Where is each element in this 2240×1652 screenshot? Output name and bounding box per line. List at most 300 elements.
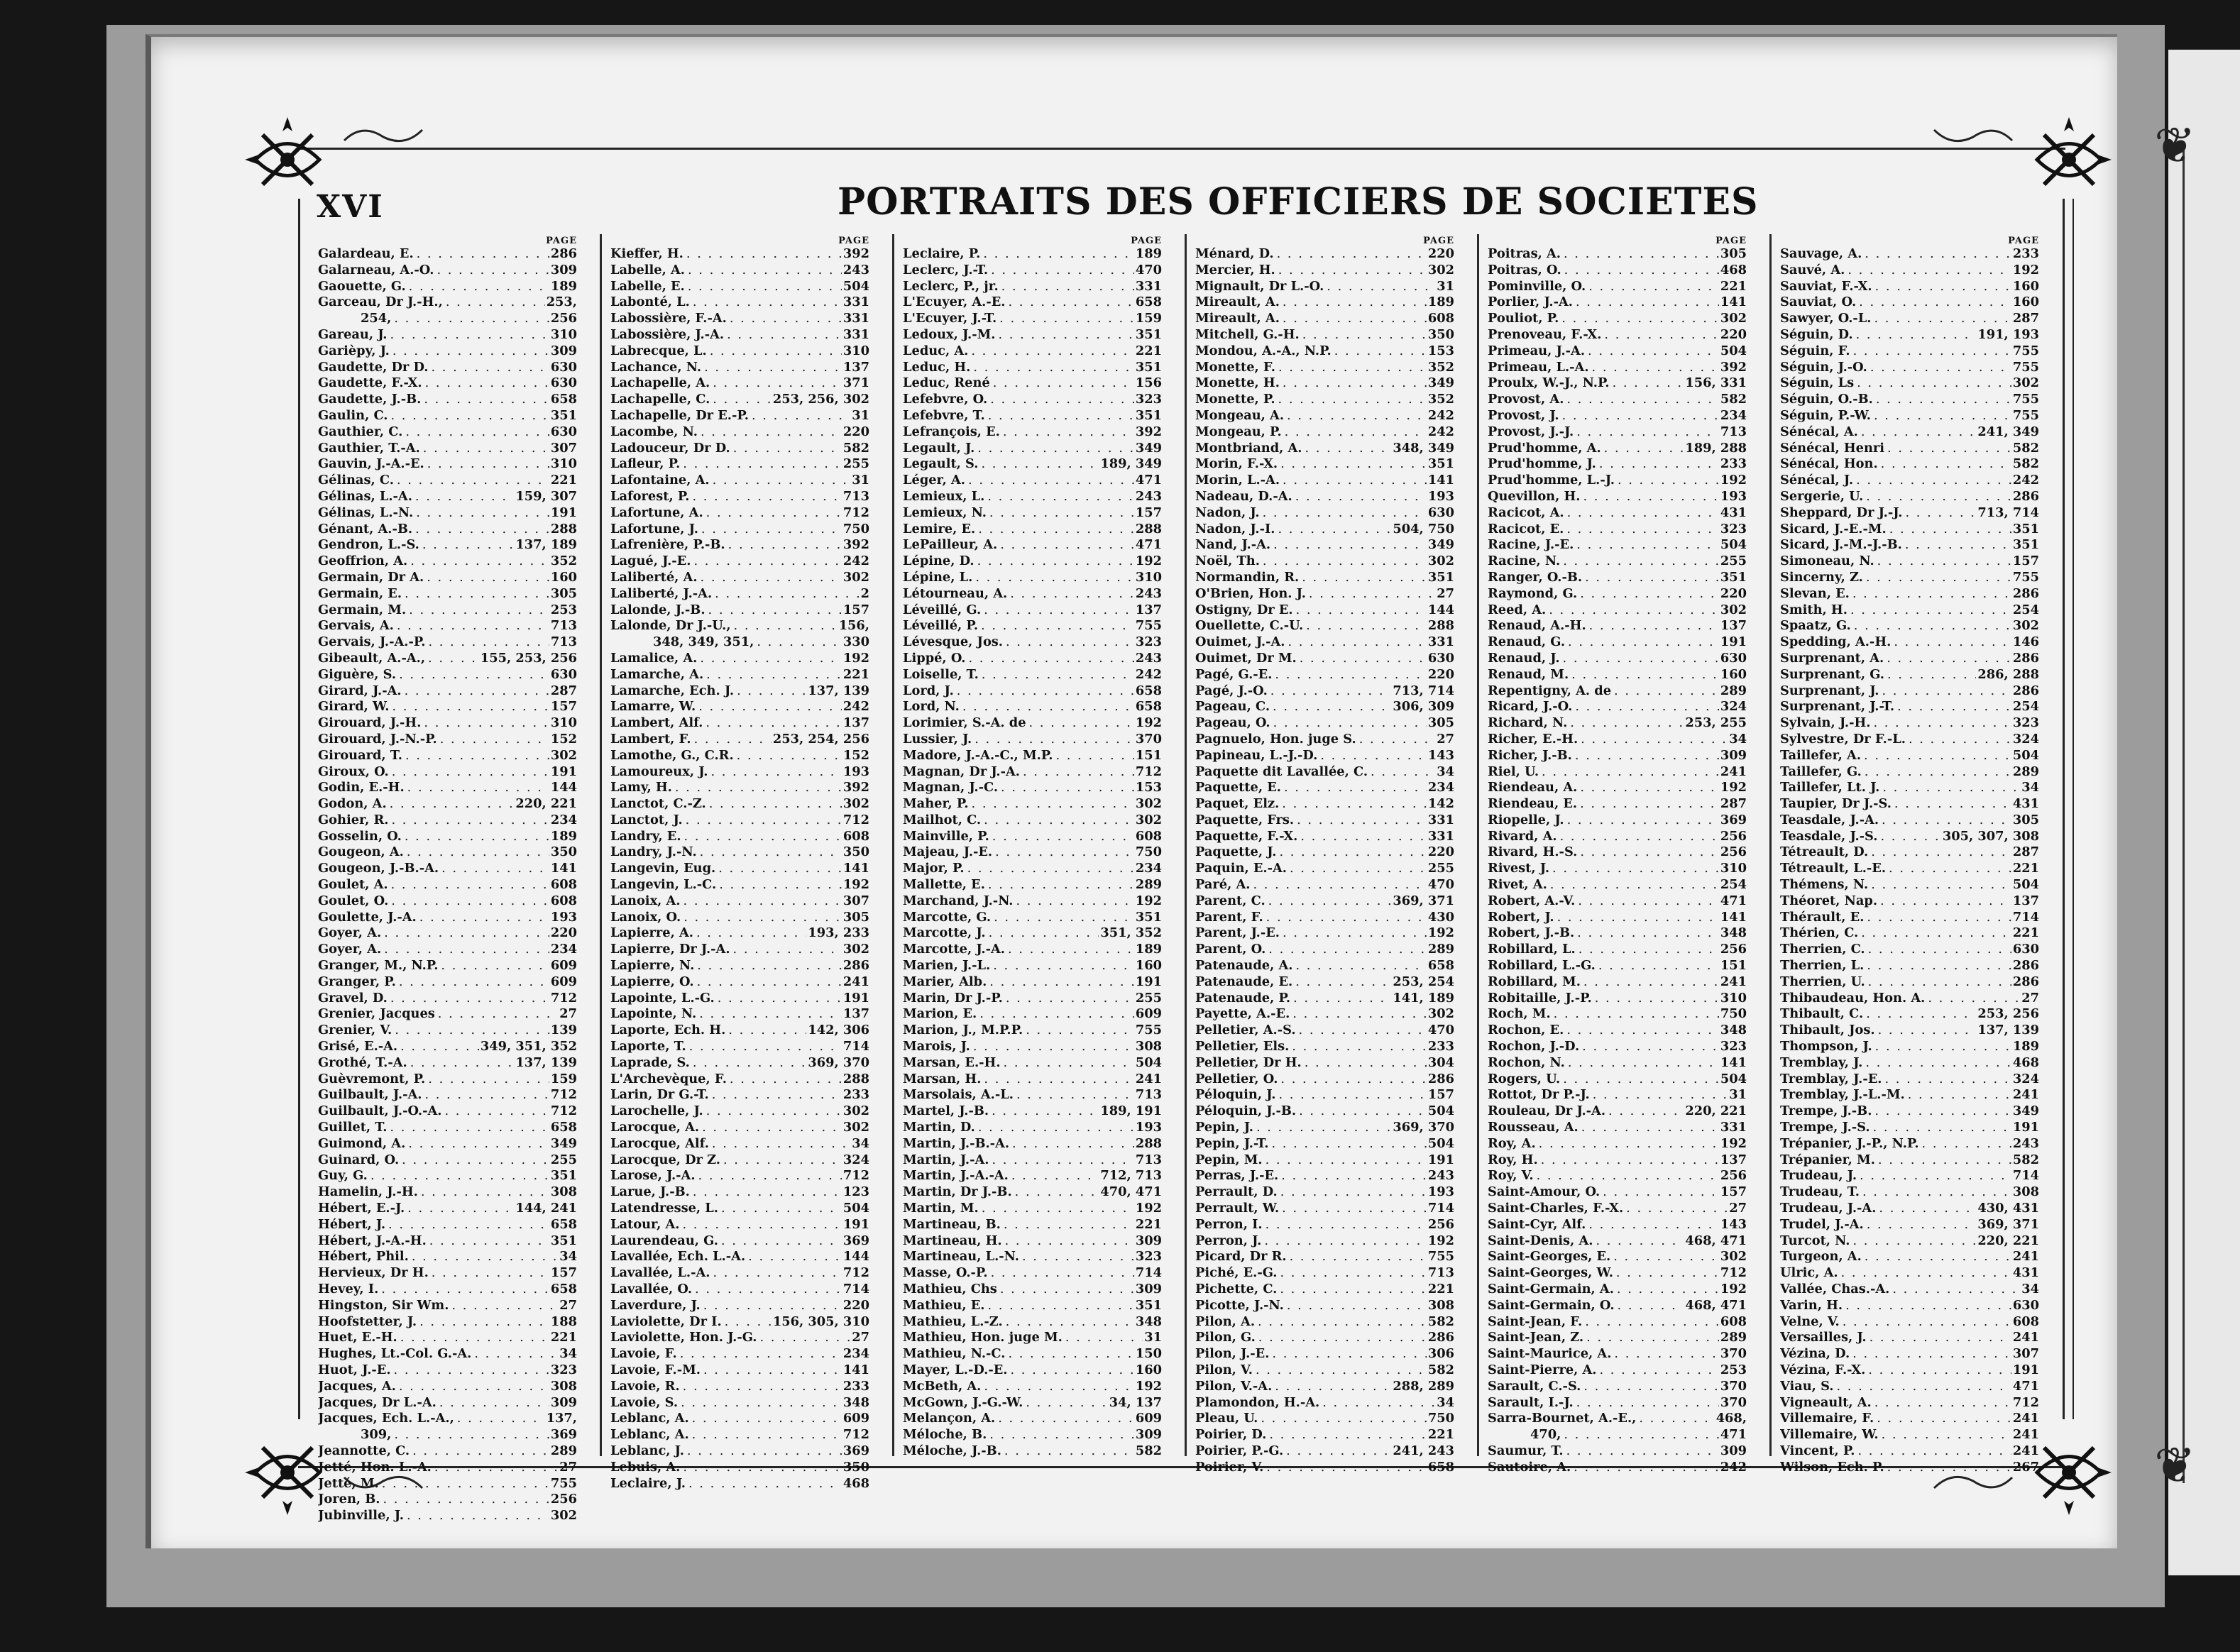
- index-entry: [1195, 699, 1454, 715]
- index-entry: [1780, 1152, 2039, 1169]
- leader-dots: [402, 424, 549, 441]
- index-entry: [1488, 279, 1747, 295]
- entry-pages: 582: [1135, 1443, 1162, 1458]
- entry-pages: 351: [2012, 537, 2039, 553]
- index-entry: [318, 424, 577, 441]
- index-entry: [1780, 1103, 2039, 1120]
- entry-name: Rivard, H.-S.: [1488, 844, 1578, 860]
- leader-dots: [1872, 1103, 2011, 1120]
- entry-name: Lamarche, A.: [610, 666, 704, 682]
- entry-pages: 192: [842, 650, 869, 666]
- entry-name: Lamarre, W.: [610, 699, 696, 715]
- entry-name: Mercier, H.: [1195, 262, 1275, 277]
- leader-dots: [1590, 1087, 1728, 1103]
- index-entry: [318, 327, 577, 343]
- leader-dots: [1023, 1395, 1107, 1411]
- entry-name: Péloquin, J.: [1195, 1087, 1276, 1103]
- leader-dots: [749, 408, 850, 424]
- entry-name: Loiselle, T.: [903, 666, 979, 682]
- leader-dots: [722, 1314, 772, 1331]
- leader-dots: [1569, 667, 1719, 683]
- entry-name: L'Ecuyer, J.-T.: [903, 311, 997, 326]
- entry-name: Robert, J.: [1488, 909, 1554, 925]
- entry-name: Landry, E.: [610, 828, 681, 844]
- index-entry: [318, 618, 577, 634]
- leader-dots: [406, 602, 549, 619]
- entry-name: Paquette, Frs.: [1195, 812, 1295, 827]
- leader-dots: [1279, 1201, 1427, 1217]
- entry-name: Gaudette, F.-X.: [318, 375, 422, 391]
- index-entry: [610, 424, 869, 441]
- entry-pages: 608: [2012, 1314, 2039, 1329]
- index-entry: [1780, 311, 2039, 327]
- index-entry: [903, 586, 1162, 602]
- index-entry: [1195, 1233, 1454, 1250]
- leader-dots: [1596, 958, 1719, 974]
- index-entry: [1780, 1168, 2039, 1184]
- entry-pages: 188: [550, 1314, 577, 1329]
- index-entry: [1780, 1217, 2039, 1233]
- index-entry: [318, 829, 577, 845]
- index-entry: [1195, 1265, 1454, 1282]
- leader-dots: [404, 1508, 549, 1524]
- index-entry: [318, 683, 577, 700]
- entry-pages: 714: [2012, 909, 2039, 925]
- entry-name: Trépanier, J.-P., N.P.: [1780, 1135, 1919, 1151]
- entry-name: Laliberté, J.-A.: [610, 585, 713, 601]
- index-entry: [903, 263, 1162, 279]
- entry-pages: 430, 431: [1977, 1201, 2039, 1216]
- leader-dots: [1559, 311, 1719, 327]
- entry-name: Lanctot, C.-Z.: [610, 796, 706, 812]
- index-entry: [610, 360, 869, 376]
- index-entry: [1488, 489, 1747, 505]
- entry-pages: 309: [1135, 1233, 1162, 1248]
- index-entry: [1195, 893, 1454, 910]
- index-entry: [610, 1298, 869, 1314]
- entry-pages: 351: [1135, 909, 1162, 925]
- index-entry: [1195, 1103, 1454, 1120]
- entry-name: Sarra-Bournet, A.-E.,: [1488, 1411, 1637, 1426]
- leader-dots: [1302, 441, 1392, 457]
- entry-pages: 137, 139: [1977, 1023, 2039, 1038]
- index-entry: [1780, 554, 2039, 570]
- entry-pages: 242: [842, 699, 869, 715]
- leader-dots: [710, 375, 842, 392]
- entry-pages: 137: [842, 1006, 869, 1022]
- leader-dots: [1614, 1282, 1719, 1298]
- index-entry: [1195, 910, 1454, 926]
- leader-dots: [368, 1168, 549, 1184]
- leader-dots: [1332, 343, 1427, 360]
- entry-pages: 220: [1427, 246, 1454, 261]
- entry-pages: 221: [2012, 925, 2039, 941]
- leader-dots: [709, 1087, 842, 1103]
- entry-pages: 349, 351, 352: [480, 1039, 577, 1054]
- entry-name: Renaud, G.: [1488, 634, 1566, 650]
- entry-name: Viau, S.: [1780, 1378, 1834, 1394]
- leader-dots: [1872, 1039, 2011, 1055]
- leader-dots: [389, 699, 549, 715]
- index-entry: [1195, 1168, 1454, 1184]
- entry-name: Surprenant, G.: [1780, 666, 1884, 682]
- index-entry: [318, 1443, 577, 1460]
- index-entry: [1780, 1427, 2039, 1443]
- index-entry: [1780, 1379, 2039, 1395]
- index-entry: [610, 958, 869, 974]
- leader-dots: [697, 651, 841, 667]
- entry-pages: 302: [1427, 554, 1454, 569]
- leader-dots: [402, 829, 549, 845]
- entry-name: Lévesque, Jos.: [903, 634, 1003, 650]
- leader-dots: [1586, 618, 1719, 634]
- leader-dots: [1925, 991, 2020, 1007]
- entry-pages: 712: [842, 1265, 869, 1281]
- index-entry: [318, 796, 577, 813]
- entry-name: Tétreault, D.: [1780, 844, 1869, 860]
- leader-dots: [734, 748, 842, 764]
- entry-name: Saint-Georges, E.: [1488, 1249, 1611, 1265]
- entry-name: Kieffer, H.: [610, 246, 683, 261]
- index-entry: [903, 877, 1162, 893]
- leader-dots: [1565, 634, 1719, 651]
- entry-name: Poitras, A.: [1488, 246, 1561, 261]
- entry-pages: 609: [550, 958, 577, 974]
- leader-dots: [1574, 925, 1719, 942]
- index-entry: [610, 861, 869, 877]
- leader-dots: [1368, 764, 1435, 781]
- entry-pages: 27: [2021, 990, 2039, 1006]
- entry-name: Pilon, V.-A.: [1195, 1378, 1273, 1394]
- index-entry: [1488, 1168, 1747, 1184]
- index-entry: [1780, 699, 2039, 715]
- entry-name: Laporte, T.: [610, 1039, 686, 1054]
- index-entry: [903, 1395, 1162, 1411]
- entry-pages: 254: [1720, 877, 1747, 893]
- index-entry: [610, 1087, 869, 1103]
- leader-dots: [1589, 360, 1719, 376]
- entry-name: Maher, P.: [903, 796, 969, 812]
- entry-name: Smith, H.: [1780, 602, 1848, 617]
- entry-name: Ostigny, Dr E.: [1195, 602, 1293, 617]
- entry-pages: 370: [1135, 731, 1162, 747]
- leader-dots: [1581, 974, 1719, 991]
- entry-pages: 193: [1720, 488, 1747, 504]
- leader-dots: [1919, 1136, 2011, 1152]
- entry-pages: 471: [1720, 893, 1747, 908]
- entry-pages: 310: [550, 326, 577, 342]
- entry-name: Lagué, J.-E.: [610, 554, 691, 569]
- entry-pages: 289: [550, 1443, 577, 1458]
- index-entry: [1780, 618, 2039, 634]
- index-entry: [903, 1379, 1162, 1395]
- entry-name: Séguin, Ls: [1780, 375, 1855, 391]
- index-entry: [903, 408, 1162, 424]
- leader-dots: [696, 1006, 842, 1023]
- index-entry: [1195, 375, 1454, 392]
- entry-name: Martin, J.-B.-A.: [903, 1135, 1010, 1151]
- leader-dots: [681, 829, 842, 845]
- entry-pages: 220, 221: [515, 796, 577, 812]
- entry-name: Rogers, U.: [1488, 1071, 1561, 1086]
- entry-name: Surprenant, A.: [1780, 650, 1884, 666]
- index-entry: [610, 1023, 869, 1039]
- entry-name: Paquette, F.-X.: [1195, 828, 1298, 844]
- index-entry: [1780, 715, 2039, 732]
- entry-name: Patenaude, A.: [1195, 958, 1293, 974]
- index-entry: [1488, 360, 1747, 376]
- entry-pages: 306: [1427, 1346, 1454, 1362]
- entry-pages: 658: [1427, 1459, 1454, 1475]
- leader-dots: [1289, 1039, 1427, 1055]
- entry-pages: 241: [2012, 1330, 2039, 1345]
- entry-name: Landry, J.-N.: [610, 844, 697, 860]
- entry-name: Saint-Denis, A.: [1488, 1233, 1593, 1248]
- index-entry: [1195, 1006, 1454, 1023]
- entry-name: Lalonde, Dr J.-U.,: [610, 618, 731, 634]
- index-entry: [903, 375, 1162, 392]
- index-entry: [1488, 861, 1747, 877]
- entry-pages: 309: [1135, 1282, 1162, 1296]
- index-entry: [318, 1136, 577, 1152]
- entry-pages: 256: [1720, 828, 1747, 844]
- leader-dots: [710, 1265, 841, 1282]
- entry-pages: 712: [550, 1087, 577, 1103]
- leader-dots: [1356, 732, 1436, 748]
- entry-pages: 159: [550, 1071, 577, 1086]
- leader-dots: [381, 925, 549, 942]
- entry-name: Teasdale, J.-A.: [1780, 812, 1879, 827]
- entry-pages: 288: [842, 1071, 869, 1086]
- leader-dots: [437, 1395, 549, 1411]
- entry-name: Lefebvre, O.: [903, 392, 988, 407]
- index-entry: [903, 1136, 1162, 1152]
- entry-pages: 369: [550, 1427, 577, 1443]
- index-entry: [318, 1330, 577, 1346]
- entry-pages: 34: [2021, 780, 2039, 795]
- entry-name: Provost, J.: [1488, 407, 1559, 423]
- entry-name: Picotte, J.-N.: [1195, 1297, 1284, 1313]
- leader-dots: [692, 1282, 842, 1298]
- entry-pages: 221: [550, 1330, 577, 1345]
- index-entry: [610, 651, 869, 667]
- leader-dots: [1561, 246, 1719, 263]
- index-entry: [318, 602, 577, 619]
- entry-pages: 159, 307: [515, 488, 577, 504]
- leader-dots: [425, 651, 479, 667]
- leader-dots: [703, 715, 842, 732]
- entry-name: Trudel, J.-A.: [1780, 1216, 1864, 1232]
- index-entry: [1488, 1298, 1747, 1314]
- entry-pages: 256: [550, 1492, 577, 1507]
- leader-dots: [986, 925, 1099, 942]
- entry-pages: 160: [1720, 666, 1747, 682]
- entry-pages: 34: [559, 1346, 577, 1362]
- entry-pages: 160: [1135, 958, 1162, 974]
- entry-name: Goulet, A.: [318, 877, 388, 893]
- index-entry: [318, 554, 577, 570]
- index-entry: [610, 667, 869, 683]
- leader-dots: [699, 1120, 842, 1136]
- leader-dots: [1862, 1249, 2011, 1265]
- index-entry: [1195, 991, 1454, 1007]
- entry-name: Jacques, Ech. L.-A.,: [318, 1411, 454, 1426]
- entry-pages: 221: [1427, 1282, 1454, 1296]
- leader-dots: [1906, 732, 2011, 748]
- entry-name: Racine, J.-E.: [1488, 537, 1574, 553]
- index-entry: [1488, 343, 1747, 360]
- leader-dots: [419, 537, 515, 554]
- leader-dots: [981, 1072, 1133, 1088]
- leader-dots: [1593, 1233, 1684, 1250]
- entry-pages: 470: [1135, 262, 1162, 277]
- leader-dots: [701, 360, 842, 376]
- entry-pages: 31: [1144, 1330, 1162, 1345]
- entry-name: Larocque, A.: [610, 1120, 700, 1135]
- entry-name: Melançon, A.: [903, 1411, 996, 1426]
- entry-pages: 137: [1720, 1152, 1747, 1167]
- entry-pages: 157: [1135, 505, 1162, 520]
- index-entry: [903, 651, 1162, 667]
- entry-name: Grenier, Jacques: [318, 1006, 435, 1022]
- entry-name: Varin, H.: [1780, 1297, 1843, 1313]
- entry-pages: 350: [842, 1459, 869, 1475]
- leader-dots: [972, 570, 1134, 586]
- leader-dots: [698, 424, 842, 441]
- entry-pages: 750: [842, 521, 869, 536]
- leader-dots: [987, 392, 1134, 408]
- entry-name: Tremblay, J.: [1780, 1054, 1863, 1070]
- leader-dots: [981, 602, 1134, 619]
- leader-dots: [424, 570, 549, 586]
- index-entry: [1488, 796, 1747, 813]
- leader-dots: [1583, 1330, 1719, 1346]
- index-entry: [318, 780, 577, 796]
- leader-dots: [1001, 1217, 1134, 1233]
- index-entry: [318, 1039, 577, 1055]
- index-entry: [1780, 1184, 2039, 1201]
- leader-dots: [987, 1427, 1134, 1443]
- leader-dots: [999, 279, 1134, 295]
- leader-dots: [417, 1314, 549, 1331]
- entry-name: Hébert, J.: [318, 1216, 386, 1232]
- entry-pages: 220: [842, 1297, 869, 1313]
- column-divider: [600, 234, 602, 1456]
- index-entry: [318, 294, 577, 311]
- leader-dots: [1574, 1395, 1719, 1411]
- entry-pages: 221: [1427, 1427, 1454, 1443]
- entry-name: Saint-Charles, F.-X.: [1488, 1201, 1624, 1216]
- entry-pages: 242: [1720, 1459, 1747, 1475]
- column-divider: [892, 234, 894, 1456]
- entry-pages: 141: [1427, 473, 1454, 488]
- entry-pages: 157: [550, 699, 577, 715]
- entry-pages: 658: [550, 1216, 577, 1232]
- leader-dots: [443, 294, 545, 311]
- entry-name: Proulx, W.-J., N.P.: [1488, 375, 1610, 391]
- index-entry: [1488, 1039, 1747, 1055]
- entry-pages: 234: [1720, 407, 1747, 423]
- entry-pages: 369: [842, 1443, 869, 1458]
- index-entry: [610, 1184, 869, 1201]
- entry-pages: 348: [842, 1394, 869, 1410]
- index-entry: [610, 375, 869, 392]
- index-entry: [318, 1492, 577, 1508]
- entry-name: Guinard, O.: [318, 1152, 400, 1167]
- entry-name: Martel, J.-B.: [903, 1103, 989, 1119]
- entry-name: Nadon, J.: [1195, 505, 1260, 520]
- leader-dots: [381, 942, 549, 958]
- entry-pages: 323: [2012, 715, 2039, 731]
- index-entry: [318, 343, 577, 360]
- entry-pages: 582: [2012, 1152, 2039, 1167]
- entry-pages: 302: [1720, 602, 1747, 617]
- leader-dots: [1266, 893, 1392, 910]
- index-entry: [318, 861, 577, 877]
- index-column-1: [318, 236, 577, 1524]
- index-entry: [1195, 1411, 1454, 1427]
- leader-dots: [1864, 958, 2011, 974]
- entry-pages: 286: [1427, 1330, 1454, 1345]
- entry-name: Slevan, E.: [1780, 585, 1850, 601]
- leader-dots: [1547, 877, 1719, 893]
- entry-name: Riendeau, A.: [1488, 780, 1578, 795]
- leader-dots: [696, 699, 842, 715]
- index-entry: [903, 1282, 1162, 1298]
- leader-dots: [1887, 522, 2011, 538]
- entry-name: Séguin, D.: [1780, 326, 1853, 342]
- entry-pages: 221: [2012, 861, 2039, 876]
- leader-dots: [706, 796, 842, 813]
- leader-dots: [1865, 974, 2011, 991]
- index-entry: [318, 958, 577, 974]
- leader-dots: [380, 1492, 549, 1508]
- index-entry: [1780, 424, 2039, 441]
- leader-dots: [1857, 1168, 2011, 1184]
- entry-pages: 256: [1720, 844, 1747, 860]
- entry-name: 254,: [361, 311, 392, 326]
- entry-pages: 302: [1427, 262, 1454, 277]
- entry-pages: 309: [550, 343, 577, 358]
- leader-dots: [1597, 1362, 1719, 1379]
- index-entry: [1195, 1184, 1454, 1201]
- entry-name: Martineau, B.: [903, 1216, 1001, 1232]
- leader-dots: [730, 942, 842, 958]
- entry-pages: 34, 137: [1109, 1394, 1162, 1410]
- entry-pages: 351: [1135, 1297, 1162, 1313]
- entry-name: Lafrenière, P.-B.: [610, 537, 725, 553]
- index-entry: [1488, 893, 1747, 910]
- index-entry: [903, 991, 1162, 1007]
- leader-dots: [1272, 667, 1426, 683]
- entry-pages: 243: [1135, 585, 1162, 601]
- entry-name: Thibault, Jos.: [1780, 1023, 1875, 1038]
- entry-name: Granger, M., N.P.: [318, 958, 439, 974]
- entry-pages: 286: [550, 246, 577, 261]
- leader-dots: [979, 667, 1134, 683]
- entry-pages: 308: [550, 1184, 577, 1200]
- leader-dots: [754, 634, 842, 651]
- entry-pages: 193: [1427, 488, 1454, 504]
- leader-dots: [1613, 1265, 1719, 1282]
- entry-pages: 712: [550, 990, 577, 1006]
- entry-name: Gélinas, L.-A.: [318, 488, 412, 504]
- index-entry: [1488, 1136, 1747, 1152]
- entry-pages: 504: [1720, 537, 1747, 553]
- index-entry: [1780, 764, 2039, 781]
- entry-pages: 220: [1720, 585, 1747, 601]
- entry-pages: 34: [1729, 731, 1747, 747]
